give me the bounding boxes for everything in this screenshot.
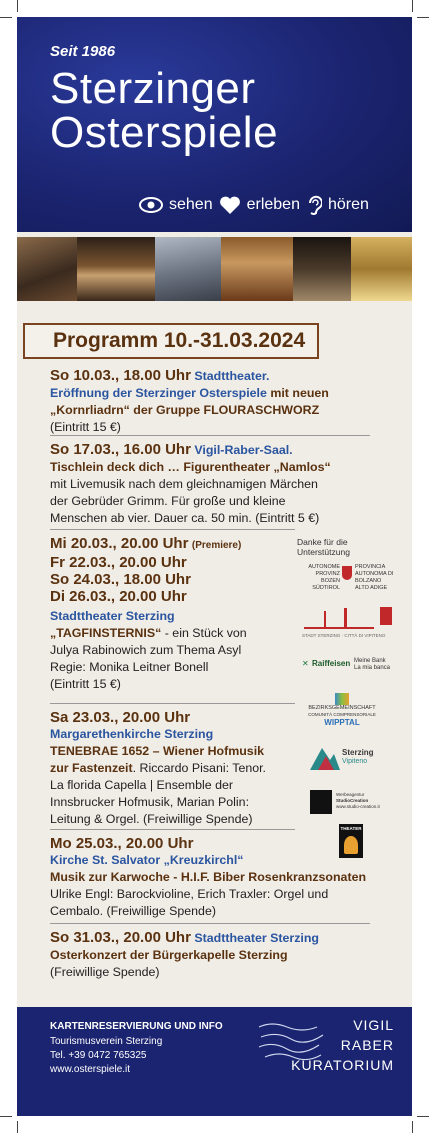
photo-organ [221,237,293,301]
event-line: - ein Stück von [161,626,247,640]
event-date: Sa 23.03., 20.00 Uhr [50,709,191,726]
event-line: La florida Capella | Ensemble der [50,778,233,792]
event-2 [50,441,390,527]
divider [50,923,370,924]
tag-erleben: erleben [246,196,300,213]
sponsor-text: BEZIRKSGEMEINSCHAFT [308,705,376,711]
sponsor-text: COMUNITÀ COMPRENSORIALE [308,712,376,717]
event-line: (Eintritt 15 €) [50,677,121,691]
org-name-line1: VIGIL [353,1017,394,1033]
photo-violinist [293,237,351,301]
event-4 [50,709,300,828]
program-heading-box [23,323,319,359]
photo-strip [17,237,412,301]
program-heading: Programm 10.-31.03.2024 [53,329,306,352]
footer-line: Tel. +39 0472 765325 [50,1050,147,1061]
event-line: „Kornrliadrn“ der Gruppe FLOURASCHWORZ [50,403,320,417]
event-line: Cembalo. (Freiwillige Spende) [50,904,216,918]
poster [17,17,412,1116]
event-venue: Kirche St. Salvator „Kreuzkirchl“ [50,853,244,867]
event-venue: Margarethenkirche Sterzing [50,727,214,741]
photo-zukunft [155,237,221,301]
tagline [139,195,369,215]
photo-musicians [17,237,77,301]
event-line: mit neuen [270,386,329,400]
event-1 [50,367,370,436]
sponsor-city-logo [302,603,397,639]
eye-icon [139,197,163,213]
premiere-label: (Premiere) [191,540,242,551]
event-line: Tischlein deck dich … Figurentheater „Namlos“ [50,460,331,474]
sponsors-title: Danke für die Unterstützung [297,537,350,557]
sponsor-text: STADT STERZING · CITTÀ DI VIPITENO [302,633,386,638]
event-line: Ulrike Engl: Barockvioline, Erich Traxler: Orgel und [50,887,329,901]
sponsor-text: Sterzing [342,748,374,757]
event-date: So 24.03., 18.00 Uhr [50,571,191,588]
event-venue: Stadttheater. [194,369,270,383]
poster-title [50,64,279,157]
sponsor-text: WIPPTAL [324,718,360,727]
crop-mark [417,17,429,18]
sponsor-province-logo [302,564,397,598]
sponsor-text: Meine Bank [354,658,386,664]
org-name-line2: RABER [340,1037,394,1053]
mountain-icon [310,744,340,770]
event-line: Musik zur Karwoche - H.I.F. Biber Rosenkranzsonaten [50,870,367,884]
event-line: TENEBRAE 1652 – Wiener Hofmusik [50,744,265,758]
event-line: Julya Rabinowich zum Thema Asyl [50,643,242,657]
sponsor-text: Werbeagentur [336,792,365,797]
tag-hoeren: hören [327,196,369,213]
event-venue: Stadttheater Sterzing [50,609,175,623]
heart-icon [219,195,241,215]
sponsor-text: La mia banca [354,665,391,671]
event-line: Eröffnung der Sterzinger Osterspiele [50,386,267,400]
event-title: „TAGFINSTERNIS“ [50,626,162,640]
event-date: Mi 20.03., 20.00 Uhr [50,535,189,552]
footer-line: Tourismusverein Sterzing [50,1036,163,1047]
crop-mark [412,0,413,12]
sponsor-text: PROVINCIA AUTONOMA DI BOLZANO ALTO ADIGE [355,564,394,591]
event-line: zur Fastenzeit [50,761,133,775]
event-line: Regie: Monika Leitner Bonell [50,660,209,674]
since-label: Seit 1986 [50,43,116,60]
tag-sehen: sehen [169,196,213,213]
divider [50,829,295,830]
sponsor-studiocreation-logo [302,790,397,818]
event-6 [50,929,390,981]
org-name-line3: KURATORIUM [291,1057,394,1073]
event-line: Menschen ab vier. Dauer ca. 50 min. (Eintritt 5 €) [50,511,320,525]
event-date: Mo 25.03., 20.00 Uhr [50,835,194,852]
sponsor-theater-logo [339,824,363,858]
divider [50,435,370,436]
sponsor-text: Raiffeisen [312,659,351,668]
city-skyline-icon [304,605,374,629]
event-line: (Freiwillige Spende) [50,965,160,979]
photo-brass [351,237,412,301]
photo-puppets [77,237,155,301]
event-venue: Vigil-Raber-Saal. [194,443,293,457]
sponsor-text: Vipiteno [342,758,368,765]
sponsor-text: AUTONOME PROVINZ BOZEN SÜDTIROL [308,564,340,591]
event-date: So 10.03., 18.00 Uhr [50,367,191,384]
sponsor-text: StudioCreation [336,798,369,803]
sponsor-raiffeisen-logo: ✕ Raiffeisen Meine Bank La mia banca [302,658,391,671]
crop-mark [17,1121,18,1133]
wipptal-icon [335,693,349,705]
event-line: (Eintritt 15 €) [50,420,121,434]
event-date: Di 26.03., 20.00 Uhr [50,588,187,605]
title-line2: Osterspiele [50,108,279,157]
event-line: mit Livemusik nach dem gleichnamigen Märchen [50,477,318,491]
sponsor-wipptal-logo [302,693,382,727]
event-line: Innsbrucker Hofmusik, Marian Polin: [50,795,250,809]
theater-mask-icon [344,836,358,854]
event-line: der Gebrüder Grimm. Für große und kleine [50,494,286,508]
header-banner [17,17,412,232]
footer-heading: KARTENRESERVIERUNG UND INFO [50,1021,223,1032]
sponsor-text: www.studio-creation.it [336,804,380,809]
crop-mark [17,0,18,12]
city-coat-of-arms-icon [380,607,392,625]
divider [50,703,295,704]
footer-line: www.osterspiele.it [50,1064,131,1075]
event-line: . Riccardo Pisani: Tenor. [132,761,267,775]
crop-mark [0,17,12,18]
event-line: Osterkonzert der Bürgerkapelle Sterzing [50,948,288,962]
title-line1: Sterzinger [50,64,256,113]
crop-mark [0,1116,12,1117]
event-date: Fr 22.03., 20.00 Uhr [50,554,187,571]
footer [17,1007,412,1116]
studiocreation-icon [310,790,332,814]
event-3 [50,535,300,693]
event-date: So 17.03., 16.00 Uhr [50,441,191,458]
sponsor-text: THEATER [340,826,362,831]
divider [50,529,295,530]
event-line: Leitung & Orgel. (Freiwillige Spende) [50,812,253,826]
ear-icon [306,195,322,215]
event-venue: Stadttheater Sterzing [194,931,319,945]
crop-mark [412,1121,413,1133]
eagle-icon [342,566,352,580]
event-date: So 31.03., 20.00 Uhr [50,929,191,946]
sponsor-sterzing-logo [302,742,397,776]
crop-mark [417,1116,429,1117]
